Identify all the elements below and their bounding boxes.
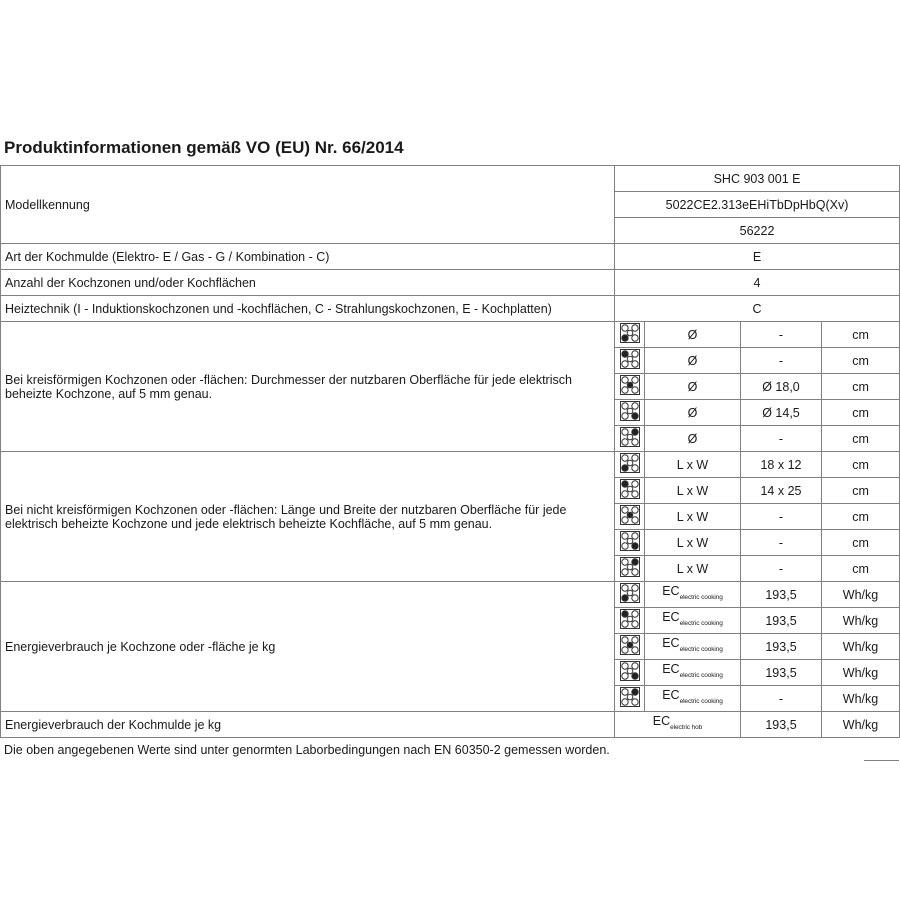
cooking-zone-rear-right-icon <box>620 687 640 710</box>
energy-hob-symbol-text: EC <box>652 714 671 728</box>
heating-tech-value: C <box>615 296 900 322</box>
dimension-value: - <box>741 322 822 348</box>
energy-value: 193,5 <box>741 582 822 608</box>
energy-symbol-subscript: electric cooking <box>679 620 723 627</box>
dimension-unit: cm <box>822 348 900 374</box>
dimension-symbol: L x W <box>645 530 741 556</box>
cooking-zone-front-right-icon <box>620 531 640 554</box>
energy-symbol <box>645 686 741 712</box>
energy-symbol-text: EC <box>662 662 680 676</box>
zone-icon-cell <box>615 374 645 400</box>
table-row <box>1 452 900 478</box>
zone-icon-cell <box>615 322 645 348</box>
dimension-unit: cm <box>822 556 900 582</box>
energy-symbol-text: EC <box>662 636 680 650</box>
energy-value: 193,5 <box>741 660 822 686</box>
energy-symbol <box>645 660 741 686</box>
zone-count-label: Anzahl der Kochzonen und/oder Kochflächen <box>1 270 615 296</box>
table-row <box>1 712 900 738</box>
model-value: SHC 903 001 E <box>615 166 900 192</box>
dimension-value: Ø 14,5 <box>741 400 822 426</box>
cooking-zone-front-right-icon <box>620 401 640 424</box>
heating-tech-label: Heiztechnik (I - Induktionskochzonen und -kochflächen, C - Strahlungskochzonen, E - Kochplatten) <box>1 296 615 322</box>
dimension-value: - <box>741 556 822 582</box>
table-row <box>1 166 900 192</box>
dimension-symbol: L x W <box>645 556 741 582</box>
zone-icon-cell <box>615 608 645 634</box>
circular-zones-label: Bei kreisförmigen Kochzonen oder -flächen: Durchmesser der nutzbaren Oberfläche für jede elektrisch beheizte Kochzone, auf 5 mm genau. <box>1 322 615 452</box>
table-row <box>1 322 900 348</box>
dimension-unit: cm <box>822 452 900 478</box>
dimension-unit: cm <box>822 400 900 426</box>
energy-hob-label: Energieverbrauch der Kochmulde je kg <box>1 712 615 738</box>
dimension-symbol: L x W <box>645 478 741 504</box>
cooking-zone-center-icon <box>620 505 640 528</box>
energy-hob-value: 193,5 <box>741 712 822 738</box>
energy-hob-unit: Wh/kg <box>822 712 900 738</box>
energy-symbol-text: EC <box>662 688 680 702</box>
dimension-unit: cm <box>822 426 900 452</box>
dimension-value: - <box>741 530 822 556</box>
noncircular-zones-label: Bei nicht kreisförmigen Kochzonen oder -flächen: Länge und Breite der nutzbaren Oberfläche für jede elektrisch beheizte Kochzone und jede elektrisch beheizte Kochfläche, auf 5 mm genau. <box>1 452 615 582</box>
footnote: Die oben angegebenen Werte sind unter genormten Laborbedingungen nach EN 60350-2 gemessen worden. <box>4 743 610 757</box>
cooking-zone-rear-left-icon <box>620 479 640 502</box>
dimension-value: - <box>741 504 822 530</box>
cooking-zone-front-left-icon <box>620 453 640 476</box>
zone-icon-cell <box>615 530 645 556</box>
zone-icon-cell <box>615 582 645 608</box>
zone-icon-cell <box>615 660 645 686</box>
energy-symbol-subscript: electric cooking <box>679 594 723 601</box>
table-row <box>1 296 900 322</box>
dimension-value: Ø 18,0 <box>741 374 822 400</box>
zone-icon-cell <box>615 504 645 530</box>
cooking-zone-front-left-icon <box>620 323 640 346</box>
dimension-symbol: Ø <box>645 400 741 426</box>
energy-symbol-subscript: electric cooking <box>679 698 723 705</box>
table-row <box>1 270 900 296</box>
dimension-unit: cm <box>822 374 900 400</box>
dimension-symbol: L x W <box>645 452 741 478</box>
energy-symbol-text: EC <box>662 584 680 598</box>
energy-symbol <box>645 608 741 634</box>
energy-hob-symbol <box>615 712 741 738</box>
divider <box>864 760 899 761</box>
dimension-symbol: L x W <box>645 504 741 530</box>
cooking-zone-front-left-icon <box>620 583 640 606</box>
model-value: 5022CE2.313eEHiTbDpHbQ(Xv) <box>615 192 900 218</box>
zone-icon-cell <box>615 478 645 504</box>
energy-unit: Wh/kg <box>822 608 900 634</box>
zone-icon-cell <box>615 634 645 660</box>
energy-unit: Wh/kg <box>822 686 900 712</box>
dimension-unit: cm <box>822 530 900 556</box>
dimension-value: - <box>741 426 822 452</box>
cooking-zone-center-icon <box>620 375 640 398</box>
zone-icon-cell <box>615 452 645 478</box>
table-row <box>1 582 900 608</box>
energy-unit: Wh/kg <box>822 660 900 686</box>
zone-count-value: 4 <box>615 270 900 296</box>
cooking-zone-rear-right-icon <box>620 557 640 580</box>
cooking-zone-rear-left-icon <box>620 349 640 372</box>
page-title: Produktinformationen gemäß VO (EU) Nr. 66/2014 <box>4 138 404 157</box>
dimension-unit: cm <box>822 478 900 504</box>
energy-hob-symbol-subscript: electric hob <box>670 724 703 731</box>
hob-type-label: Art der Kochmulde (Elektro- E / Gas - G / Kombination - C) <box>1 244 615 270</box>
dimension-value: 14 x 25 <box>741 478 822 504</box>
energy-symbol-subscript: electric cooking <box>679 672 723 679</box>
cooking-zone-center-icon <box>620 635 640 658</box>
energy-value: 193,5 <box>741 608 822 634</box>
energy-symbol <box>645 634 741 660</box>
energy-value: - <box>741 686 822 712</box>
zone-icon-cell <box>615 400 645 426</box>
product-info-table <box>0 165 900 738</box>
table-row <box>1 244 900 270</box>
cooking-zone-front-right-icon <box>620 661 640 684</box>
cooking-zone-rear-right-icon <box>620 427 640 450</box>
energy-unit: Wh/kg <box>822 582 900 608</box>
energy-symbol-text: EC <box>662 610 680 624</box>
zone-icon-cell <box>615 348 645 374</box>
energy-per-zone-label: Energieverbrauch je Kochzone oder -fläche je kg <box>1 582 615 712</box>
dimension-value: - <box>741 348 822 374</box>
hob-type-value: E <box>615 244 900 270</box>
zone-icon-cell <box>615 686 645 712</box>
cooking-zone-rear-left-icon <box>620 609 640 632</box>
model-label: Modellkennung <box>1 166 615 244</box>
zone-icon-cell <box>615 426 645 452</box>
dimension-value: 18 x 12 <box>741 452 822 478</box>
model-value: 56222 <box>615 218 900 244</box>
dimension-symbol: Ø <box>645 348 741 374</box>
zone-icon-cell <box>615 556 645 582</box>
dimension-unit: cm <box>822 322 900 348</box>
energy-unit: Wh/kg <box>822 634 900 660</box>
dimension-unit: cm <box>822 504 900 530</box>
energy-value: 193,5 <box>741 634 822 660</box>
energy-symbol-subscript: electric cooking <box>679 646 723 653</box>
energy-symbol <box>645 582 741 608</box>
dimension-symbol: Ø <box>645 374 741 400</box>
dimension-symbol: Ø <box>645 322 741 348</box>
dimension-symbol: Ø <box>645 426 741 452</box>
